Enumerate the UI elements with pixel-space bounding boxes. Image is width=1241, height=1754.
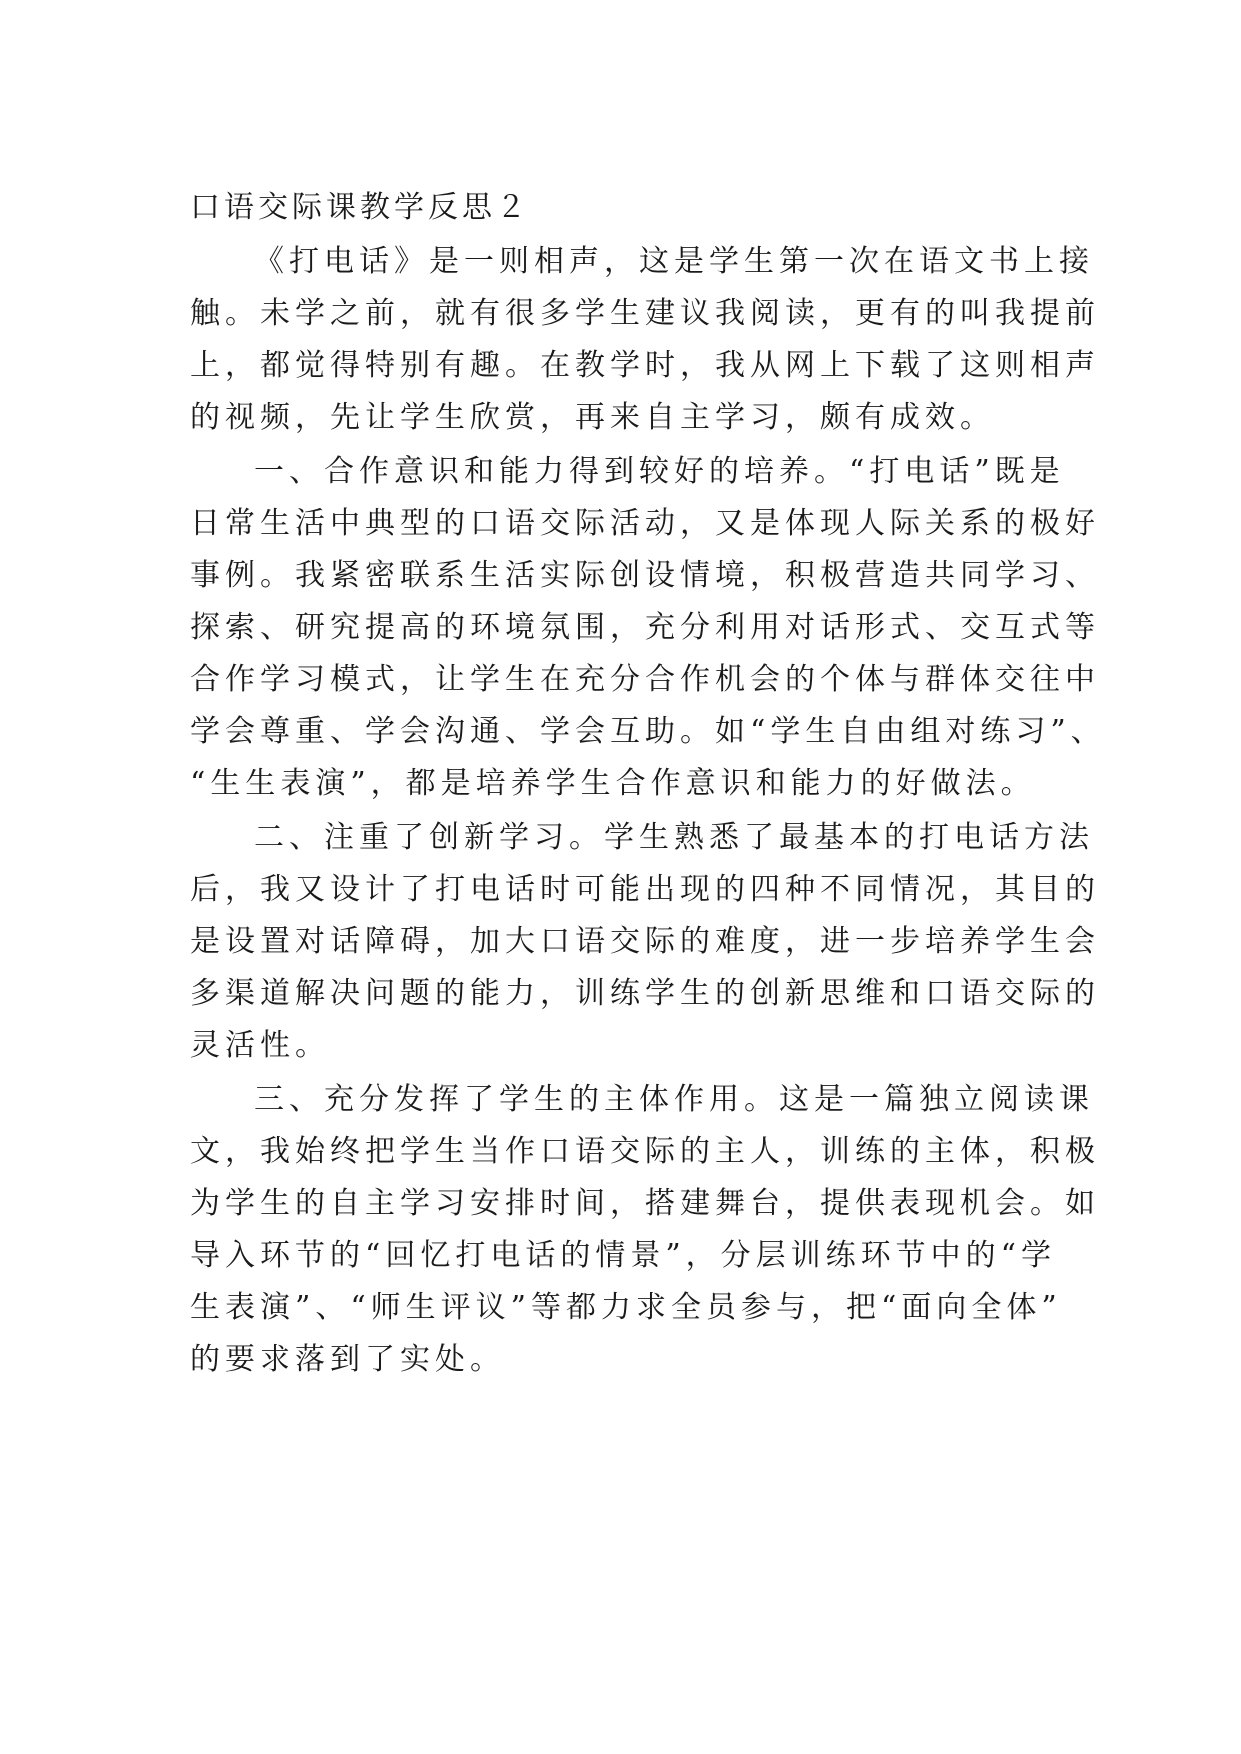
paragraph-line: 日常生活中典型的口语交际活动，又是体现人际关系的极好 [190, 506, 1100, 541]
paragraph-line: 事例。我紧密联系生活实际创设情境，积极营造共同学习、 [190, 558, 1100, 593]
paragraph-line: 的要求落到了实处。 [190, 1342, 505, 1377]
paragraph-line: 《打电话》是一则相声，这是学生第一次在语文书上接 [254, 244, 1094, 279]
paragraph-line: 多渠道解决问题的能力，训练学生的创新思维和口语交际的 [190, 976, 1100, 1011]
paragraph-point-two [190, 812, 1100, 1072]
paragraph-line: 上，都觉得特别有趣。在教学时，我从网上下载了这则相声 [190, 348, 1100, 383]
paragraph-line: 的视频，先让学生欣赏，再来自主学习，颇有成效。 [190, 400, 995, 435]
paragraph-line: 合作学习模式，让学生在充分合作机会的个体与群体交往中 [190, 662, 1100, 697]
paragraph-line: “生生表演”，都是培养学生合作意识和能力的好做法。 [190, 766, 1036, 801]
document-title: 口语交际课教学反思２ [190, 190, 530, 225]
paragraph-line: 探索、研究提高的环境氛围，充分利用对话形式、交互式等 [190, 610, 1100, 645]
paragraph-line: 为学生的自主学习安排时间，搭建舞台，提供表现机会。如 [190, 1186, 1100, 1221]
paragraph-line: 一、合作意识和能力得到较好的培养。“打电话”既是 [254, 454, 1065, 489]
paragraph-line: 导入环节的“回忆打电话的情景”，分层训练环节中的“学 [190, 1238, 1057, 1273]
paragraph-line: 是设置对话障碍，加大口语交际的难度，进一步培养学生会 [190, 924, 1100, 959]
paragraph-point-three [190, 1074, 1100, 1386]
paragraph-line: 触。未学之前，就有很多学生建议我阅读，更有的叫我提前 [190, 296, 1100, 331]
paragraph-point-one [190, 446, 1106, 810]
paragraph-line: 文，我始终把学生当作口语交际的主人，训练的主体，积极 [190, 1134, 1100, 1169]
paragraph-line: 后，我又设计了打电话时可能出现的四种不同情况，其目的 [190, 872, 1100, 907]
paragraph-line: 灵活性。 [190, 1028, 330, 1063]
paragraph-line: 二、注重了创新学习。学生熟悉了最基本的打电话方法 [254, 820, 1094, 855]
paragraph-line: 学会尊重、学会沟通、学会互助。如“学生自由组对练习”、 [190, 714, 1106, 749]
paragraph-intro [190, 236, 1100, 444]
paragraph-line: 三、充分发挥了学生的主体作用。这是一篇独立阅读课 [254, 1082, 1094, 1117]
paragraph-line: 生表演”、“师生评议”等都力求全员参与，把“面向全体” [190, 1290, 1062, 1325]
document-body [190, 182, 1106, 1388]
